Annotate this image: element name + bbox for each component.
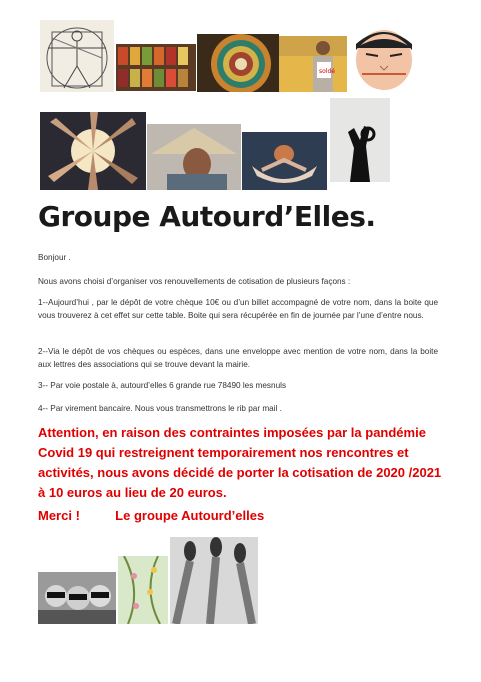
autumn-woman-sign-photo <box>279 36 347 92</box>
jars-shelves-photo <box>116 44 196 91</box>
face-illustration <box>352 20 416 94</box>
flower-vines-photo <box>118 556 168 624</box>
pandemic-notice: Attention, en raison des contraintes imposées par la pandémie Covid 19 qui restreignent temporairement nos rencontres et activités, nous avons décidé de porter la cotisation de 2020 /2021 à 10 euros au lieu de 20 euros. <box>38 425 442 500</box>
hands-together-photo <box>40 112 146 190</box>
vitruvian-man-drawing <box>40 20 114 92</box>
hand-ok-gesture-photo <box>330 98 390 182</box>
option-4-text: 4-- Par virement bancaire. Nous vous transmettrons le rib par mail . <box>38 404 282 413</box>
greeting-text: Bonjour . <box>38 253 71 262</box>
option-1-text: 1--Aujourd’hui , par le dépôt de votre chèque 10€ ou d’un billet accompagné de votre nom, dans la boite que vous trouverez à cet effet sur cette table. Boite qui sera récupérée en fin de journée par l’une d’entre nous. <box>38 298 438 320</box>
page-title: Groupe Autourd’Elles. <box>38 200 376 233</box>
street-shadows-photo <box>170 537 258 624</box>
intro-text: Nous avons choisi d’organiser vos renouvellements de cotisation de plusieurs façons : <box>38 277 351 286</box>
option-3-text: 3-- Par voie postale à, autourd’elles 6 grande rue 78490 les mesnuls <box>38 381 287 390</box>
svg-text:soldé: soldé <box>319 68 335 75</box>
colorful-tunnel-photo <box>197 34 279 92</box>
conical-hat-woman-photo <box>147 124 241 190</box>
thanks-text: Merci ! <box>38 508 80 523</box>
option-2-text: 2--Via le dépôt de vos chèques ou espèces, dans une enveloppe avec mention de votre nom, dans la boite aux lettres des associations qui se trouve devant la mairie. <box>38 347 438 369</box>
vintage-3d-glasses-photo <box>38 572 116 624</box>
signature-text: Le groupe Autourd’elles <box>115 508 265 523</box>
yoga-woman-photo <box>242 132 327 190</box>
closing-line <box>38 508 264 523</box>
